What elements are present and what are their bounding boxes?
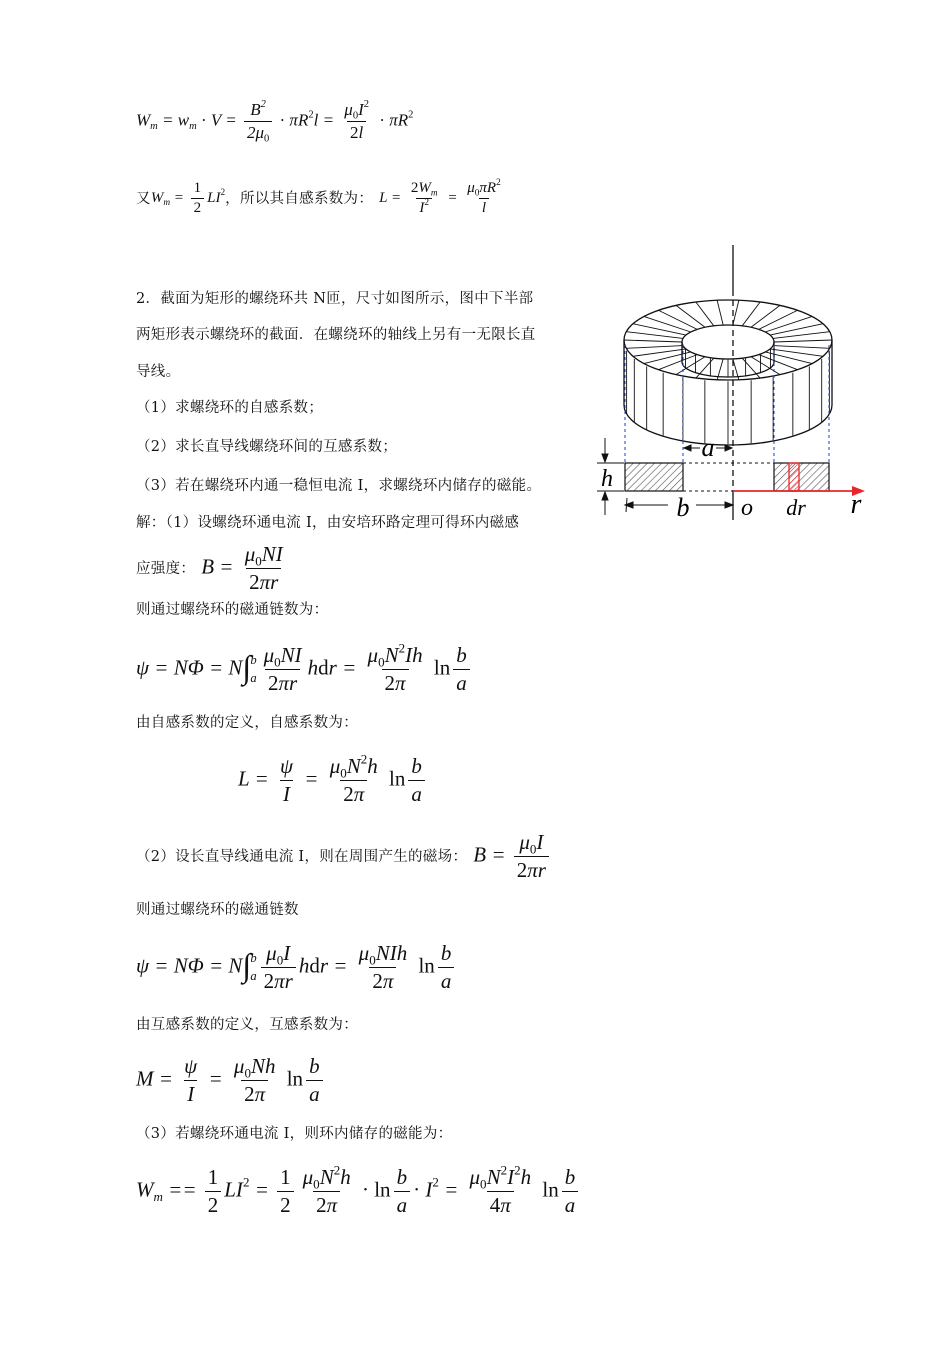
self-inductance-definition-label: 由自感系数的定义，自感系数为： — [136, 715, 358, 731]
problem-line-1: 2．截面为矩形的螺绕环共 N匝，尺寸如图所示，图中下半部 — [136, 291, 534, 307]
problem-question-2: （2）求长直导线螺绕环间的互感系数； — [136, 439, 398, 455]
flux-label: 则通过螺绕环的磁通链数为： — [136, 602, 329, 618]
label-h: h — [601, 466, 613, 492]
mutual-flux-equation: ψ = NΦ = N∫ b a $\frac{\mu_0I}{2\pi r}$ hdr = $\frac{\mu_0NIh}{2\pi}$ ln $\frac{b}{a}$ — [136, 941, 457, 994]
label-a: a — [701, 433, 715, 462]
label-b: b — [676, 493, 690, 522]
intro-prefix: 又 — [136, 190, 151, 207]
flux2-label: 则通过螺绕环的磁通链数 — [136, 902, 299, 918]
cross-section-left — [625, 463, 683, 491]
mutual-definition-label: 由互感系数的定义，互感系数为： — [136, 1017, 358, 1033]
toroid-figure — [590, 240, 875, 530]
magnetic-energy-equation: $W_m$ == $\frac{1}{2}$ $LI^2$ = $\frac{1}{2}$ $\frac{\mu_0N^2h}{2\pi}$ · ln $\frac{b}{a}$ · $I^2$ = $\frac{\mu_0N^2I^2h}{4\pi}$ ln $\frac{b}{a}$ — [136, 1165, 581, 1218]
part3-label: （3）若螺绕环通电流 I，则环内储存的磁能为： — [136, 1126, 453, 1142]
self-inductance-line — [136, 180, 507, 217]
energy-equation-solenoid: $W_m = w_m \cdot V$ = $\frac{B^2}{2\mu_0}$ · $\pi R^2l$ = $\frac{\mu_0I^2}{2l}$ · $\pi R^2$ — [136, 99, 414, 145]
b-field-line — [136, 542, 289, 595]
part2-line — [136, 830, 552, 883]
problem-question-3: （3）若在螺绕环内通一稳恒电流 I，求螺绕环内储存的磁能。 — [136, 478, 542, 494]
label-dr: dr — [786, 495, 806, 520]
solution-intro: 解：（1）设螺绕环通电流 I，由安培环路定理可得环内磁感 — [136, 515, 520, 531]
b-field-label: 应强度： — [136, 560, 196, 577]
label-r: r — [850, 489, 862, 520]
wire-b-field-equation: B = $\frac{\mu_0I}{2\pi r}$ — [473, 830, 552, 883]
label-o: o — [741, 495, 753, 521]
mutual-inductance-equation: M = $\frac{\psi}{I}$ = $\frac{\mu_0Nh}{2\pi}$ ln $\frac{b}{a}$ — [136, 1054, 326, 1107]
energy-half-li2: $W_m$ = $\frac{1}{2}$ $LI^2$ — [150, 180, 226, 216]
b-field-equation: B = $\frac{\mu_0NI}{2\pi r}$ — [201, 542, 283, 594]
toroid-windings-side — [627, 349, 830, 445]
problem-line-2: 两矩形表示螺绕环的截面．在螺绕环的轴线上另有一无限长直 — [136, 327, 536, 343]
flux-linkage-equation: ψ = NΦ = N∫ b a $\frac{\mu_0NI}{2\pi r}$ hdr = $\frac{\mu_0N^2Ih}{2\pi}$ ln $\frac{b}{a}$ — [136, 643, 473, 696]
cross-section-right — [774, 463, 829, 491]
self-inductance-equation: L = $\frac{\psi}{I}$ = $\frac{\mu_0N^2h}{2\pi}$ ln $\frac{b}{a}$ — [238, 754, 428, 807]
self-inductance-result: L = $\frac{2W_m}{I^2}$ = $\frac{\mu_0\pi R^2}{l}$ — [379, 178, 501, 216]
problem-question-1: （1）求螺绕环的自感系数； — [136, 400, 324, 416]
problem-line-3: 导线。 — [136, 364, 181, 380]
part2-label: （2）设长直导线通电流 I，则在周围产生的磁场： — [136, 848, 468, 865]
intro-mid-text: ，所以其自感系数为： — [225, 190, 374, 207]
dr-element — [789, 463, 799, 491]
